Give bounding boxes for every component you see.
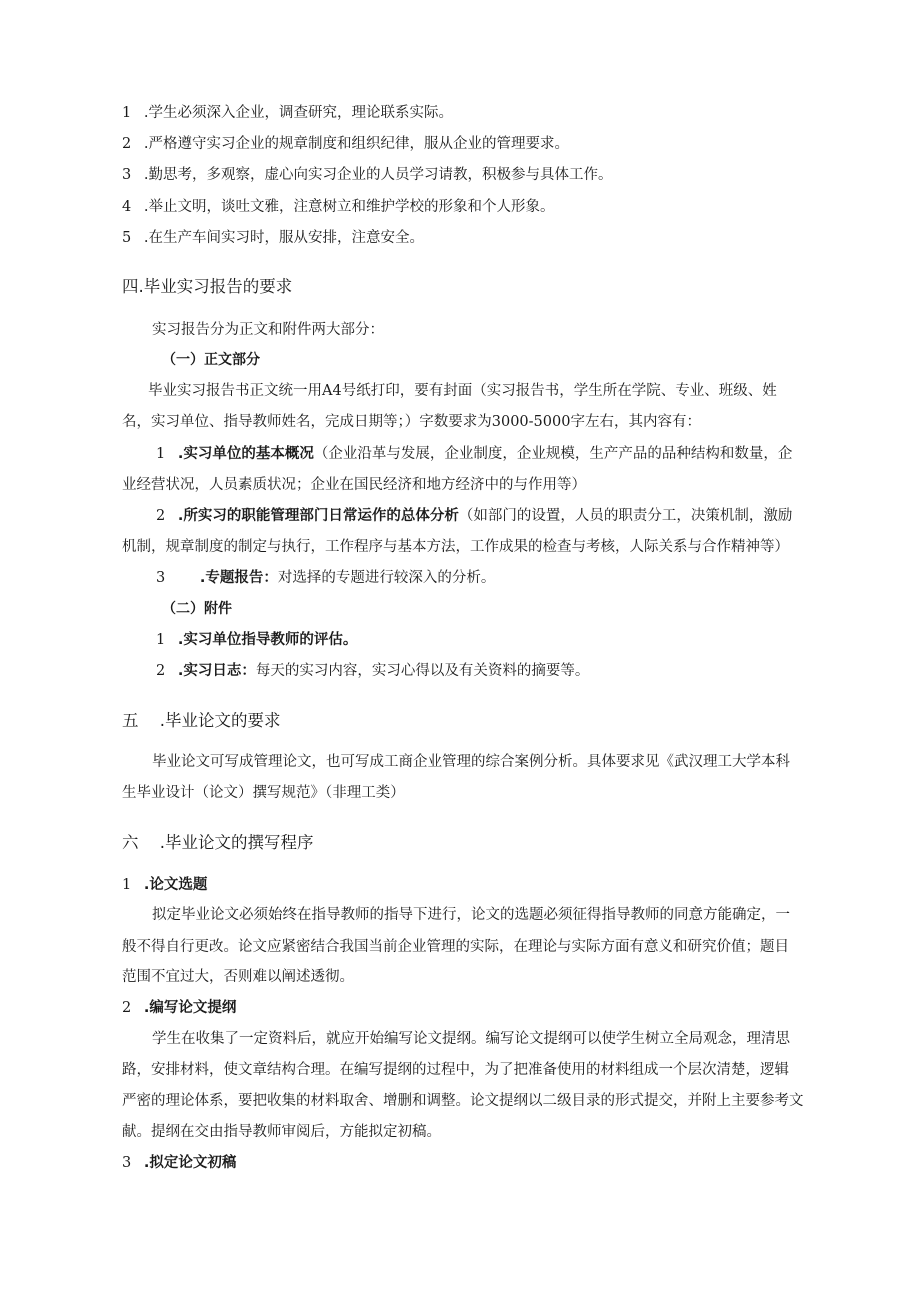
step-2-paragraph-line: 严密的理论体系，要把收集的材料取舍、增删和调整。论文提纲以二级目录的形式提交，并附上主要参考文 <box>122 1093 804 1109</box>
content-item-3 <box>156 568 495 588</box>
rule-item <box>122 165 612 185</box>
item-title: .实习日志： <box>177 663 256 679</box>
attachment-item-2 <box>156 661 589 681</box>
rule-text: .勤思考，多观察，虚心向实习企业的人员学习请教，积极参与具体工作。 <box>143 167 613 183</box>
rule-number: 1 <box>122 105 132 121</box>
attachment-item-1 <box>156 630 357 650</box>
step-1-paragraph-line: 般不得自行更改。论文应紧密结合我国当前企业管理的实际，在理论与实际方面有意义和研究价值；题目 <box>122 939 789 955</box>
item-title: .所实习的职能管理部门日常运作的总体分析 <box>177 508 459 524</box>
item-number: 3 <box>156 570 166 586</box>
item-number: 1 <box>156 632 166 648</box>
step-2-paragraph-line: 献。提纲在交由指导教师审阅后，方能拟定初稿。 <box>122 1124 441 1140</box>
section-5-paragraph-line: 生毕业设计（论文）撰写规范》（非理工类） <box>122 785 405 801</box>
section-number: 五 <box>122 711 139 730</box>
rule-text: .举止文明，谈吐文雅，注意树立和维护学校的形象和个人形象。 <box>143 199 555 215</box>
part-2-title: （二）附件 <box>162 601 232 617</box>
step-number: 3 <box>122 1155 132 1171</box>
content-item-2 <box>156 506 792 526</box>
rule-item <box>122 228 424 248</box>
item-text: 对选择的专题进行较深入的分析。 <box>277 570 496 586</box>
item-number: 2 <box>156 663 166 679</box>
rule-number: 3 <box>122 167 132 183</box>
step-number: 1 <box>122 877 132 893</box>
section-5-heading <box>122 710 281 732</box>
part-1-title: （一）正文部分 <box>162 352 260 368</box>
item-number: 1 <box>156 446 166 462</box>
section-title: .毕业论文的撰写程序 <box>159 833 314 852</box>
item-text: 每天的实习内容，实习心得以及有关资料的摘要等。 <box>255 663 590 679</box>
rule-text: .在生产车间实习时，服从安排，注意安全。 <box>143 230 424 246</box>
item-title: .实习单位指导教师的评估。 <box>177 632 358 648</box>
part-1-paragraph-line: 毕业实习报告书正文统一用A4号纸打印，要有封面（实习报告书，学生所在学院、专业、班级、姓 <box>148 383 777 399</box>
item-title: .实习单位的基本概况 <box>177 446 314 462</box>
part-1-paragraph-line: 名，实习单位、指导教师姓名，完成日期等；）字数要求为3000-5000字左右，其内容有： <box>122 414 701 430</box>
section-6-heading <box>122 832 314 854</box>
section-number: 六 <box>122 833 139 852</box>
item-text: （企业沿革与发展，企业制度，企业规模，生产产品的品种结构和数量，企 <box>313 446 793 462</box>
item-title: .专题报告： <box>199 570 278 586</box>
step-title: .拟定论文初稿 <box>143 1155 237 1171</box>
content-item-1 <box>156 444 792 464</box>
rule-text: .严格遵守实习企业的规章制度和组织纪律，服从企业的管理要求。 <box>143 136 569 152</box>
section-4-intro: 实习报告分为正文和附件两大部分： <box>152 322 384 338</box>
step-title: .编写论文提纲 <box>143 1000 237 1016</box>
step-2-paragraph-line: 学生在收集了一定资料后，就应开始编写论文提纲。编写论文提纲可以使学生树立全局观念，理清思 <box>152 1031 790 1047</box>
step-2-paragraph-line: 路，安排材料，使文章结构合理。在编写提纲的过程中，为了把准备使用的材料组成一个层次清楚，逻辑 <box>122 1062 789 1078</box>
rule-text: .学生必须深入企业，调查研究，理论联系实际。 <box>143 105 453 121</box>
section-4-heading: 四.毕业实习报告的要求 <box>122 277 293 296</box>
content-item-2-continued: 机制，规章制度的制定与执行，工作程序与基本方法，工作成果的检查与考核，人际关系与合作精神等） <box>122 539 789 555</box>
content-item-1-continued: 业经营状况，人员素质状况；企业在国民经济和地方经济中的与作用等） <box>122 477 586 493</box>
step-1-heading <box>122 875 207 895</box>
rule-number: 5 <box>122 230 132 246</box>
item-text: （如部门的设置，人员的职责分工，决策机制，激励 <box>458 508 793 524</box>
rule-number: 2 <box>122 136 132 152</box>
step-title: .论文选题 <box>143 877 208 893</box>
rule-item <box>122 103 453 123</box>
rule-item <box>122 197 554 217</box>
step-2-heading <box>122 998 236 1018</box>
step-3-heading <box>122 1153 236 1173</box>
step-number: 2 <box>122 1000 132 1016</box>
step-1-paragraph-line: 范围不宜过大，否则难以阐述透彻。 <box>122 969 354 985</box>
section-5-paragraph-line: 毕业论文可写成管理论文，也可写成工商企业管理的综合案例分析。具体要求见《武汉理工大学本科 <box>152 754 790 770</box>
rule-number: 4 <box>122 199 132 215</box>
step-1-paragraph-line: 拟定毕业论文必须始终在指导教师的指导下进行，论文的选题必须征得指导教师的同意方能确定，一 <box>152 907 790 923</box>
item-number: 2 <box>156 508 166 524</box>
rule-item <box>122 134 569 154</box>
section-title: .毕业论文的要求 <box>159 711 281 730</box>
